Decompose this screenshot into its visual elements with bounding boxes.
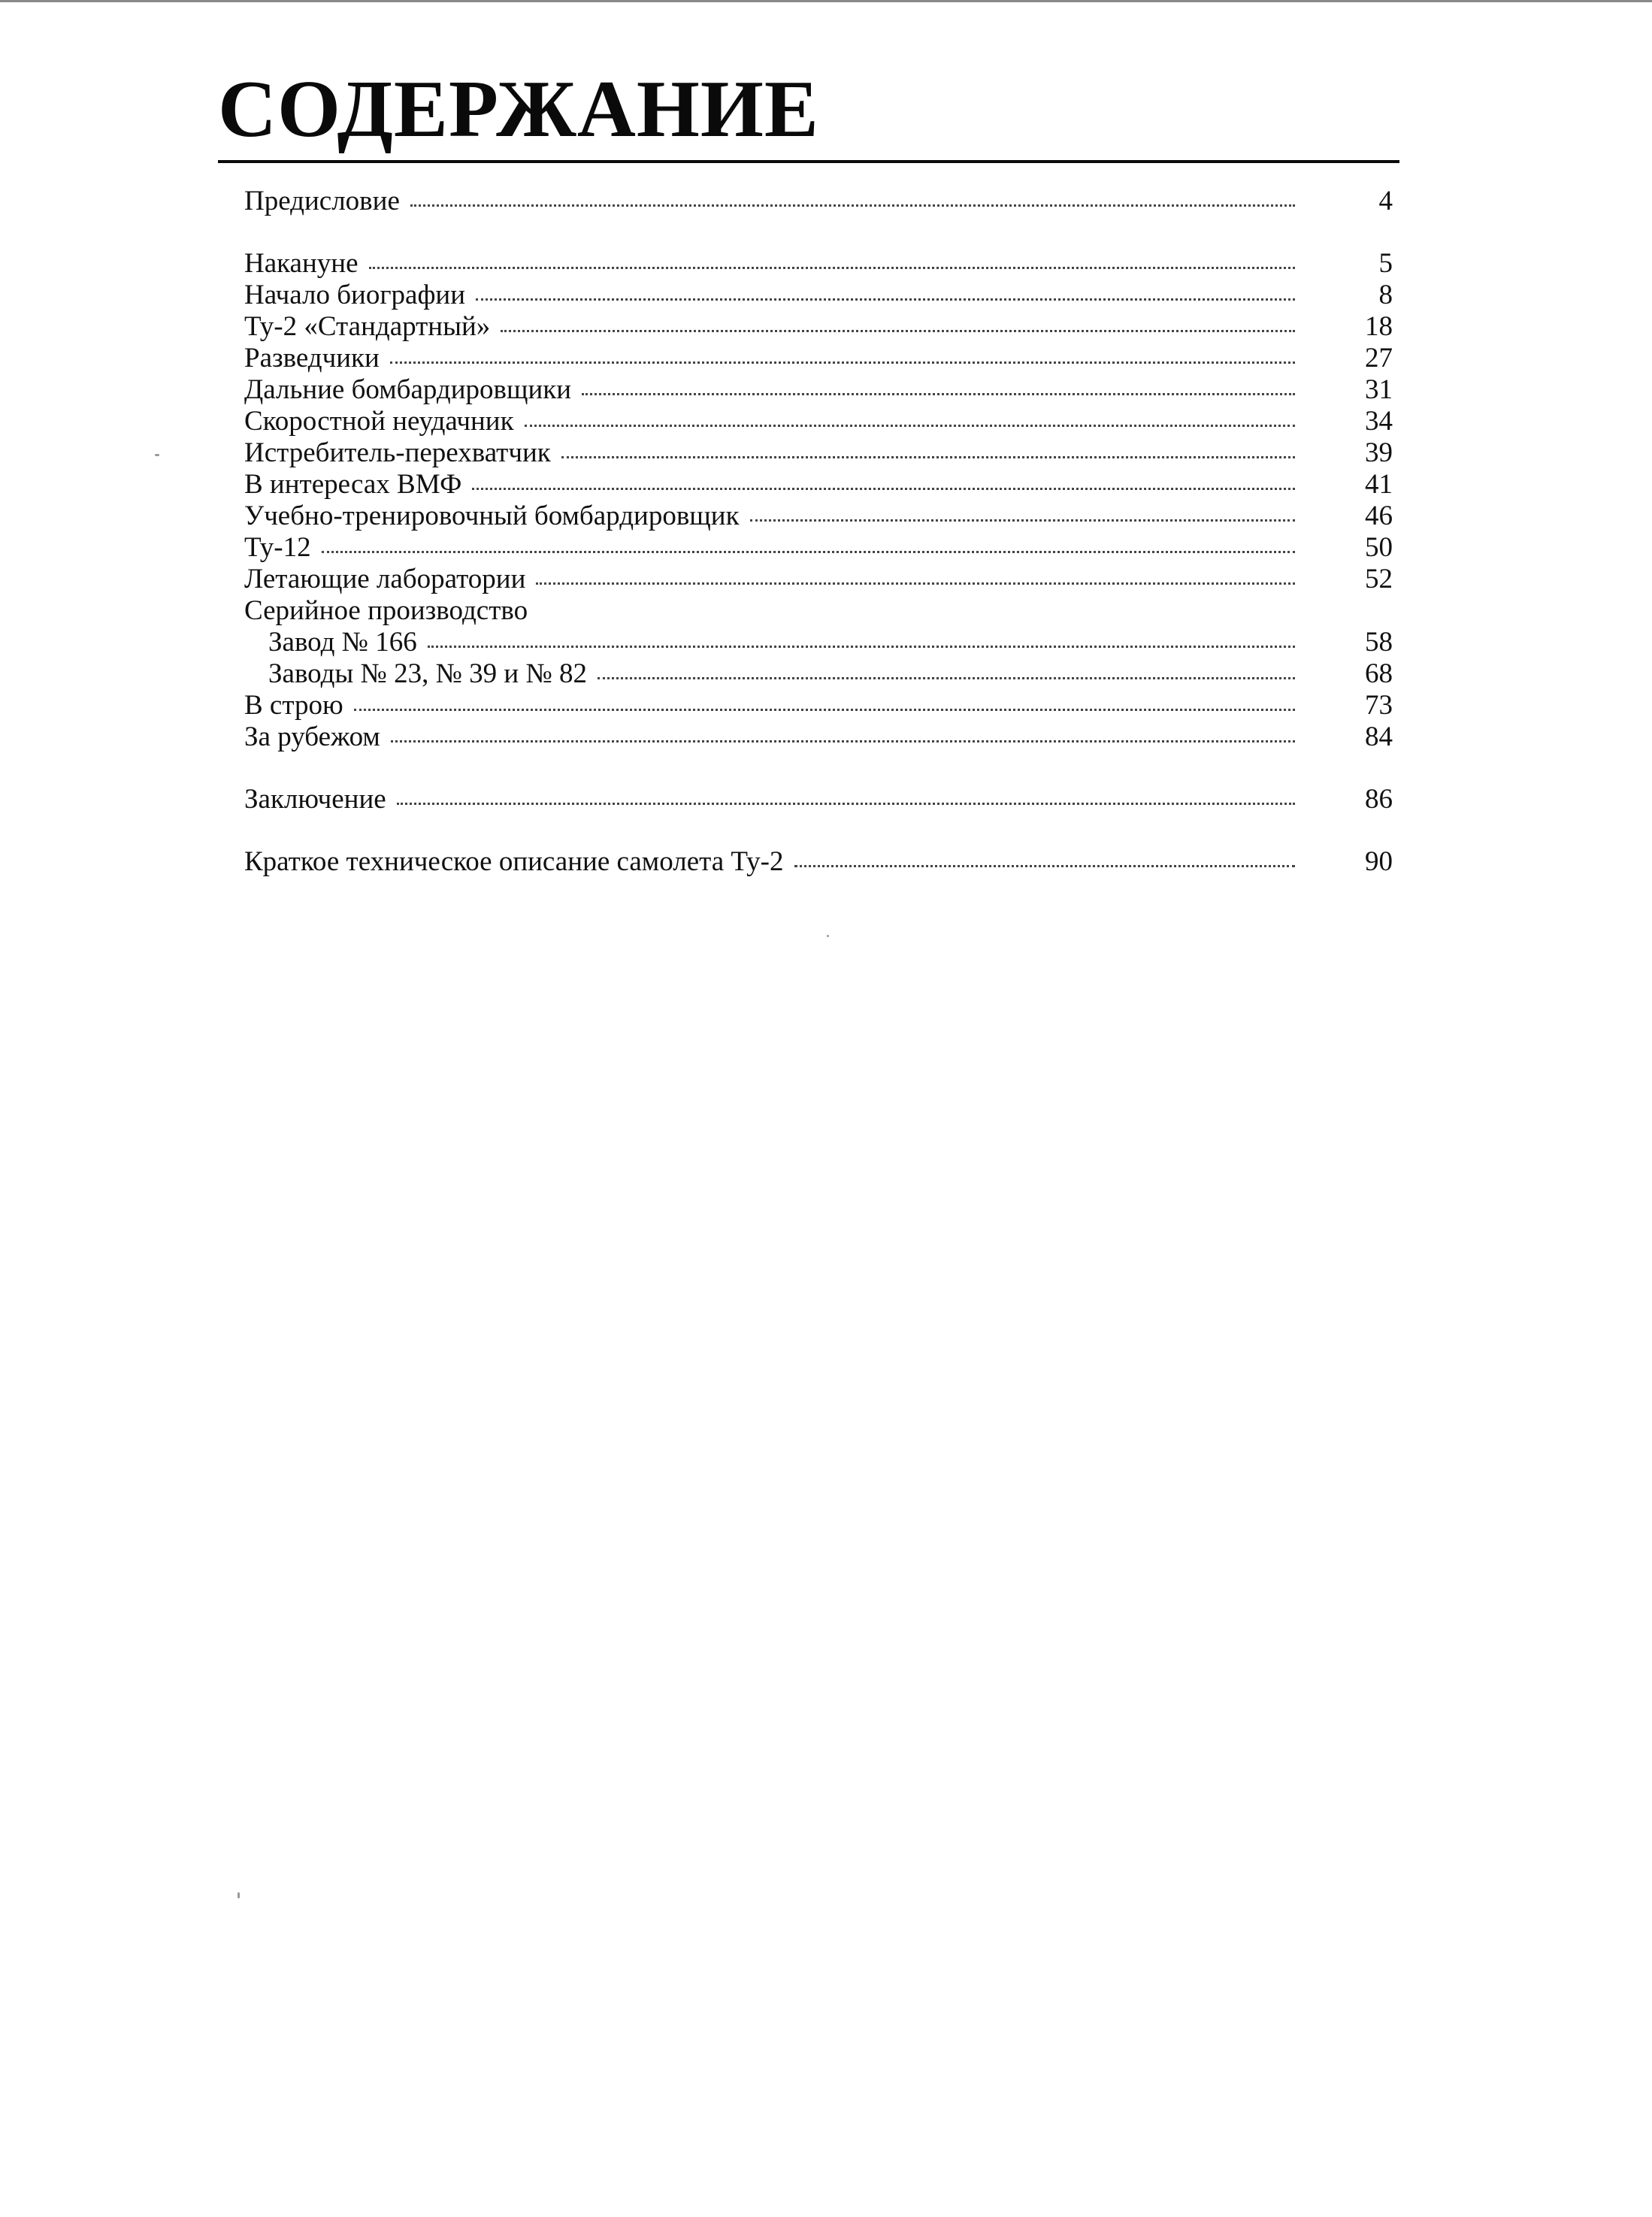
- toc-entry-page: 18: [1365, 311, 1393, 342]
- toc-leader-dots: [525, 425, 1295, 427]
- toc-leader-dots: [598, 677, 1295, 679]
- toc-entry-label: Ту-2 «Стандартный»: [244, 311, 491, 342]
- toc-subentry[interactable]: [244, 627, 1393, 658]
- toc-entry-page: 4: [1378, 186, 1393, 216]
- toc-entry-label: В интересах ВМФ: [244, 469, 462, 500]
- toc-entry-page: 86: [1365, 784, 1393, 815]
- toc-entry-page: 50: [1365, 532, 1393, 563]
- toc-entry-label: Учебно-тренировочный бомбардировщик: [244, 501, 740, 531]
- toc-leader-dots: [428, 646, 1295, 648]
- toc-entry-label: Дальние бомбардировщики: [244, 374, 572, 405]
- toc-entry-page: 52: [1365, 564, 1393, 594]
- toc-entry-preface[interactable]: [244, 186, 1393, 217]
- toc-leader-dots: [794, 865, 1296, 867]
- toc-entry-label: Начало биографии: [244, 280, 466, 310]
- toc-entry[interactable]: [244, 469, 1393, 501]
- toc-entry-label: Разведчики: [244, 343, 380, 374]
- toc-entry-page: 84: [1365, 721, 1393, 752]
- toc-leader-dots: [391, 740, 1295, 743]
- toc-entry-appendix[interactable]: [244, 846, 1393, 878]
- toc-leader-dots: [476, 298, 1295, 301]
- toc-section-heading[interactable]: [244, 595, 1393, 627]
- toc-entry[interactable]: [244, 406, 1393, 437]
- scan-speck: [155, 454, 159, 456]
- toc-entry-page: 27: [1365, 343, 1393, 374]
- toc-entry[interactable]: [244, 690, 1393, 721]
- toc-leader-dots: [410, 204, 1295, 207]
- toc-entry[interactable]: [244, 374, 1393, 406]
- toc-entry-page: 46: [1365, 501, 1393, 531]
- toc-leader-dots: [536, 582, 1295, 585]
- toc-entry-page: 58: [1365, 627, 1393, 658]
- toc-entry[interactable]: [244, 437, 1393, 469]
- toc-entry-label: Краткое техническое описание самолета Ту-2: [244, 846, 784, 877]
- scan-edge-line: [0, 0, 1652, 2]
- toc-entry-label: Заключение: [244, 784, 386, 815]
- toc-entry-page: 39: [1365, 437, 1393, 468]
- toc-entry-label: Заводы № 23, № 39 и № 82: [268, 658, 588, 689]
- toc-leader-dots: [561, 456, 1295, 458]
- toc-leader-dots: [354, 709, 1295, 711]
- toc-entry-page: 90: [1365, 846, 1393, 877]
- toc-leader-dots: [369, 267, 1295, 269]
- toc-leader-dots: [582, 393, 1295, 395]
- toc-leader-dots: [322, 551, 1295, 553]
- toc-entry-page: 8: [1378, 280, 1393, 310]
- toc-entry[interactable]: [244, 248, 1393, 280]
- toc-entry-page: 31: [1365, 374, 1393, 405]
- toc-entry[interactable]: [244, 501, 1393, 532]
- toc-entry-page: 68: [1365, 658, 1393, 689]
- toc-entry-label: Накануне: [244, 248, 359, 279]
- toc-entry-label: Истребитель-перехватчик: [244, 437, 551, 468]
- toc-subentry[interactable]: [244, 658, 1393, 690]
- toc-entry-label: Завод № 166: [268, 627, 417, 658]
- toc-entry[interactable]: [244, 280, 1393, 311]
- toc-leader-dots: [750, 519, 1295, 522]
- toc-entry[interactable]: [244, 343, 1393, 374]
- toc-leader-dots: [390, 361, 1295, 364]
- toc-entry[interactable]: [244, 564, 1393, 595]
- scan-speck: [238, 1892, 240, 1898]
- toc-entry-page: 73: [1365, 690, 1393, 721]
- toc-entry-label: В строю: [244, 690, 343, 721]
- toc-leader-dots: [501, 330, 1295, 332]
- toc-entry-conclusion[interactable]: [244, 784, 1393, 815]
- toc-entry[interactable]: [244, 311, 1393, 343]
- toc-entry-page: 5: [1378, 248, 1393, 279]
- toc-entry-label: Предисловие: [244, 186, 400, 216]
- toc-entry[interactable]: [244, 532, 1393, 564]
- page-title: СОДЕРЖАНИЕ: [218, 65, 819, 154]
- toc-leader-dots: [397, 803, 1295, 805]
- scan-speck: [827, 935, 829, 937]
- toc-entry[interactable]: [244, 721, 1393, 753]
- toc-entry-label: Скоростной неудачник: [244, 406, 514, 437]
- toc-entry-page: 34: [1365, 406, 1393, 437]
- toc-leader-dots: [472, 488, 1295, 490]
- title-rule: [218, 160, 1399, 163]
- toc-entry-label: Серийное производство: [244, 595, 528, 626]
- toc-entry-label: Ту-12: [244, 532, 311, 563]
- toc-entry-page: 41: [1365, 469, 1393, 500]
- toc-entry-label: Летающие лаборатории: [244, 564, 526, 594]
- toc-entry-label: За рубежом: [244, 721, 380, 752]
